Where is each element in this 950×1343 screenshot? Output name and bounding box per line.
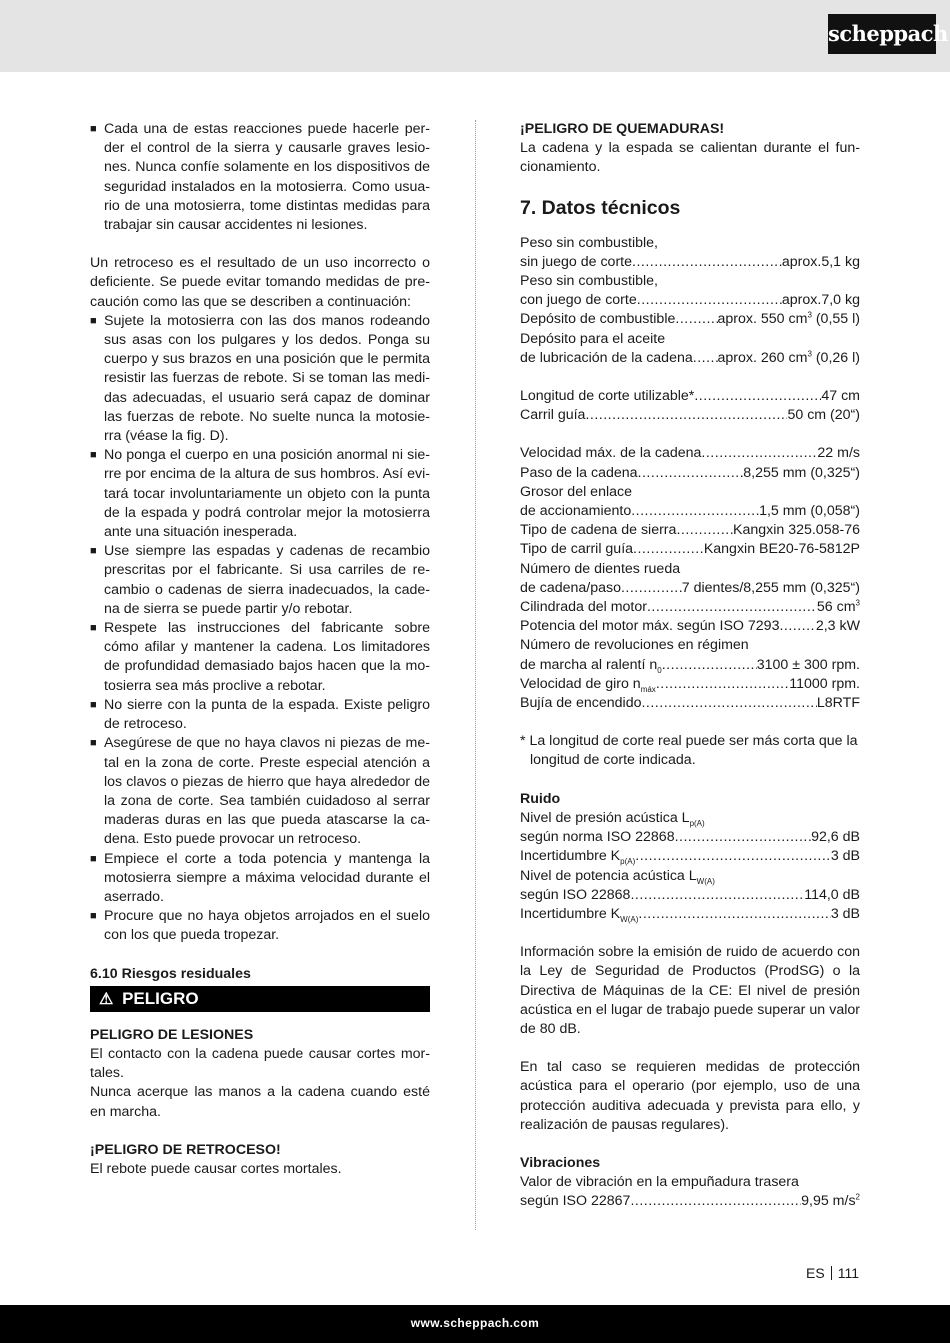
kickback-text: El rebote puede causar cortes mortales. [90, 1160, 342, 1177]
warning-triangle-icon: ⚠ [99, 990, 114, 1008]
spec-value: 47 cm [821, 388, 860, 405]
spec-value: aprox.7,0 kg [781, 292, 860, 309]
bullet-list-b [90, 312, 430, 946]
injury-text: El contacto con la cadena puede causar cortes mortales. [90, 1045, 430, 1082]
spec-value: 8,255 mm (0,325“) [743, 464, 860, 481]
spec-label: Velocidad de giro $n_{máx}$ [520, 675, 656, 694]
spec-label: Cilindrada del motor [520, 599, 647, 616]
spec-row [520, 847, 860, 866]
spec-row [520, 310, 860, 329]
spec-label: Bujía de encendido [520, 695, 642, 712]
spec-label: Número de dientes rueda [520, 560, 681, 577]
spec-label: Longitud de corte utilizable* [520, 388, 695, 405]
spec-label: según ISO 22868 [520, 886, 631, 903]
spec-label: según ISO 22867 [520, 1193, 631, 1210]
tech-data-title: 7. Datos técnicos [520, 196, 681, 219]
spec-value: aprox. 550 $cm^3$ (0,55 l) [717, 310, 860, 328]
spec-label: de lubricación de la cadena [520, 349, 693, 366]
noise-spec-list [520, 809, 860, 924]
spec-row [520, 828, 860, 847]
spec-value: Kangxin 325.058-76 [732, 522, 860, 539]
spec-label: Valor de vibración en la empuñadura trasera [520, 1174, 799, 1191]
kickback-heading: ¡PELIGRO DE RETROCESO! [90, 1141, 281, 1158]
spec-row [520, 598, 860, 617]
danger-label: PELIGRO [122, 988, 199, 1008]
spec-row [520, 464, 860, 483]
left-column [90, 120, 430, 1179]
spec-label: Incertidumbre $K_{W(A)}$ [520, 905, 639, 924]
spec-row [520, 253, 860, 272]
spec-label: según norma ISO 22868 [520, 829, 675, 846]
spec-label: de cadena/paso [520, 579, 621, 596]
footer-bar [0, 1305, 950, 1343]
spec-row [520, 1192, 860, 1211]
spec-value: 56 $cm^3$ [816, 598, 860, 616]
list-item: ■ Asegúrese de que no haya clavos ni piezas de metal en la zona de corte. Preste especial atención a los clavos o piezas de hierro que haya alrededor de la zona de corte. Sea también cuidadoso al serrar maderas duras en las que pueda atascarse la cadena. Esto puede provocar un retroceso. [90, 734, 430, 849]
scheppach-logo: scheppach [828, 14, 936, 54]
spec-row [520, 444, 860, 463]
burn-text: La cadena y la espada se calientan durante el funcionamiento. [520, 140, 860, 176]
spec-row [520, 406, 860, 425]
spec-value: 22 m/s [817, 445, 860, 462]
section-title: Riesgos residuales [121, 965, 251, 982]
noise-info: Información sobre la emisión de ruido de acuerdo con la Ley de Seguridad de Productos (ProdSG) o la Directiva de Máquinas de la CE: El nivel de presión acústica en el lugar de trabajo puede superar un valor de 80 dB. [520, 944, 860, 1037]
spec-value: 3 dB [830, 905, 860, 922]
list-item: ■ No ponga el cuerpo en una posición anormal ni sierre por encima de la altura de sus hombros. Así evitará tocar involuntariamente un objeto con la punta de la espada y podrá controlar mejor la motosierra ante una situación inesperada. [90, 446, 430, 542]
spec-label: Nivel de potencia acústica $L_{W(A)}$ [520, 867, 715, 886]
spec-row [520, 502, 860, 521]
spec-row [520, 349, 860, 368]
spec-value: 50 cm (20“) [787, 407, 860, 424]
spec-row [520, 694, 860, 713]
list-item: ■ Cada una de estas reacciones puede hacerle perder el control de la sierra y causarle graves lesiones. Nunca confíe solamente en los dispositivos de seguridad instalados en la motosierra. Como usuario de una motosierra, tome distintas medidas para trabajar sin causar accidentes ni lesiones. [90, 120, 430, 235]
spec-label: Carril guía [520, 407, 586, 424]
spec-label: Incertidumbre $K_{p(A)}$ [520, 848, 636, 867]
list-item: ■ Sujete la motosierra con las dos manos rodeando sus asas con los pulgares y los dedos. Ponga su cuerpo y sus brazos en una posición que le permita resistir las fuerzas de rebote. Si se toman las medidas adecuadas, el usuario será capaz de dominar las fuerzas de rebote. No suelte nunca la motosierra (véase la fig. D). [90, 312, 430, 446]
website-link[interactable]: www.scheppach.com [410, 1316, 540, 1330]
page-number [806, 1264, 859, 1283]
spec-row [520, 617, 860, 636]
spec-row [520, 675, 860, 694]
spec-value: 1,5 mm (0,058“) [759, 503, 860, 520]
spec-row [520, 905, 860, 924]
spec-value: aprox.5,1 kg [781, 253, 860, 270]
bullet-list-a [90, 120, 430, 235]
spec-label: sin juego de corte [520, 253, 632, 270]
spec-label: Peso sin combustible, [520, 273, 659, 290]
injury-text: Nunca acerque las manos a la cadena cuando esté en marcha. [90, 1084, 430, 1120]
noise-measures: En tal caso se requieren medidas de protección acústica para el operario (por ejemplo, uso de una protección auditiva adecuada y prevista para ello, y realización de pausas regulares). [520, 1059, 860, 1133]
spec-label: Depósito de combustible [520, 311, 676, 328]
spec-label: Grosor del enlace [520, 483, 632, 500]
page-language: ES [806, 1265, 825, 1281]
list-item: ■ Use siempre las espadas y cadenas de recambio prescritas por el fabricante. Si usa carriles de recambio o cadenas de sierra inadecuados, la cadena de sierra se puede partir y/o rebotar. [90, 542, 430, 619]
spec-label: de accionamiento [520, 503, 632, 520]
spec-value: Kangxin BE20-76-5812P [703, 541, 860, 558]
spec-row [520, 521, 860, 540]
section-heading [90, 965, 430, 984]
spec-value: L8RTF [816, 695, 860, 712]
spec-value: 92,6 dB [811, 829, 860, 846]
spec-label: Nivel de presión acústica $L_{p(A)}$ [520, 809, 705, 828]
spec-value: 114,0 dB [804, 886, 860, 903]
spec-label: Peso sin combustible, [520, 234, 659, 251]
spec-label: Número de revoluciones en régimen [520, 637, 749, 654]
kickback-intro: Un retroceso es el resultado de un uso incorrecto o deficiente. Se puede evitar tomando medidas de precaución como las que se describen a continuación: [90, 255, 430, 310]
spec-value: 7 dientes/8,255 mm (0,325“) [681, 579, 860, 596]
spec-value: 3100 ± 300 rpm. [756, 656, 860, 673]
spec-row [520, 291, 860, 310]
section-number: 6.10 [90, 965, 118, 982]
spec-label: de marcha al ralentí $n_0$ [520, 656, 662, 675]
burn-heading: ¡PELIGRO DE QUEMADURAS! [520, 121, 725, 137]
injury-heading: PELIGRO DE LESIONES [90, 1026, 254, 1043]
page-number-value: 111 [837, 1265, 859, 1281]
right-column [520, 120, 860, 1212]
list-item: ■ Respete las instrucciones del fabricante sobre cómo afilar y mantener la cadena. Los limitadores de profundidad demasiado bajos hacen que la motosierra sea más proclive a rebotar. [90, 619, 430, 696]
danger-banner [90, 986, 430, 1012]
spec-list [520, 234, 860, 714]
column-divider [475, 120, 476, 1230]
spec-value: aprox. 260 $cm^3$ (0,26 l) [717, 349, 860, 366]
spec-value: 9,95 $m/s^2$ [801, 1192, 860, 1210]
spec-row [520, 540, 860, 559]
list-item: ■ Empiece el corte a toda potencia y mantenga la motosierra siempre a máxima velocidad durante el aserrado. [90, 850, 430, 908]
spec-value: 3 dB [830, 848, 860, 865]
spec-label: Depósito para el aceite [520, 330, 666, 347]
header-bar [0, 0, 950, 72]
spec-row [520, 579, 860, 598]
footnote: * La longitud de corte real puede ser más corta que la longitud de corte indicada. [520, 733, 858, 769]
spec-row [520, 886, 860, 905]
list-item: ■ Procure que no haya objetos arrojados en el suelo con los que pueda tropezar. [90, 907, 430, 945]
vibration-heading: Vibraciones [520, 1154, 601, 1171]
list-item: ■ No sierre con la punta de la espada. Existe peligro de retroceso. [90, 696, 430, 734]
spec-label: con juego de corte [520, 292, 637, 309]
spec-label: Tipo de cadena de sierra [520, 522, 677, 539]
spec-row [520, 656, 860, 675]
spec-value: 2,3 kW [815, 618, 860, 635]
spec-label: Velocidad máx. de la cadena [520, 445, 702, 462]
spec-row [520, 387, 860, 406]
noise-heading: Ruido [520, 790, 561, 807]
spec-value: 11000 rpm. [789, 675, 860, 692]
spec-label: Tipo de carril guía [520, 541, 634, 558]
spec-label: Paso de la cadena [520, 464, 638, 481]
spec-label: Potencia del motor máx. según ISO 7293 [520, 618, 780, 635]
